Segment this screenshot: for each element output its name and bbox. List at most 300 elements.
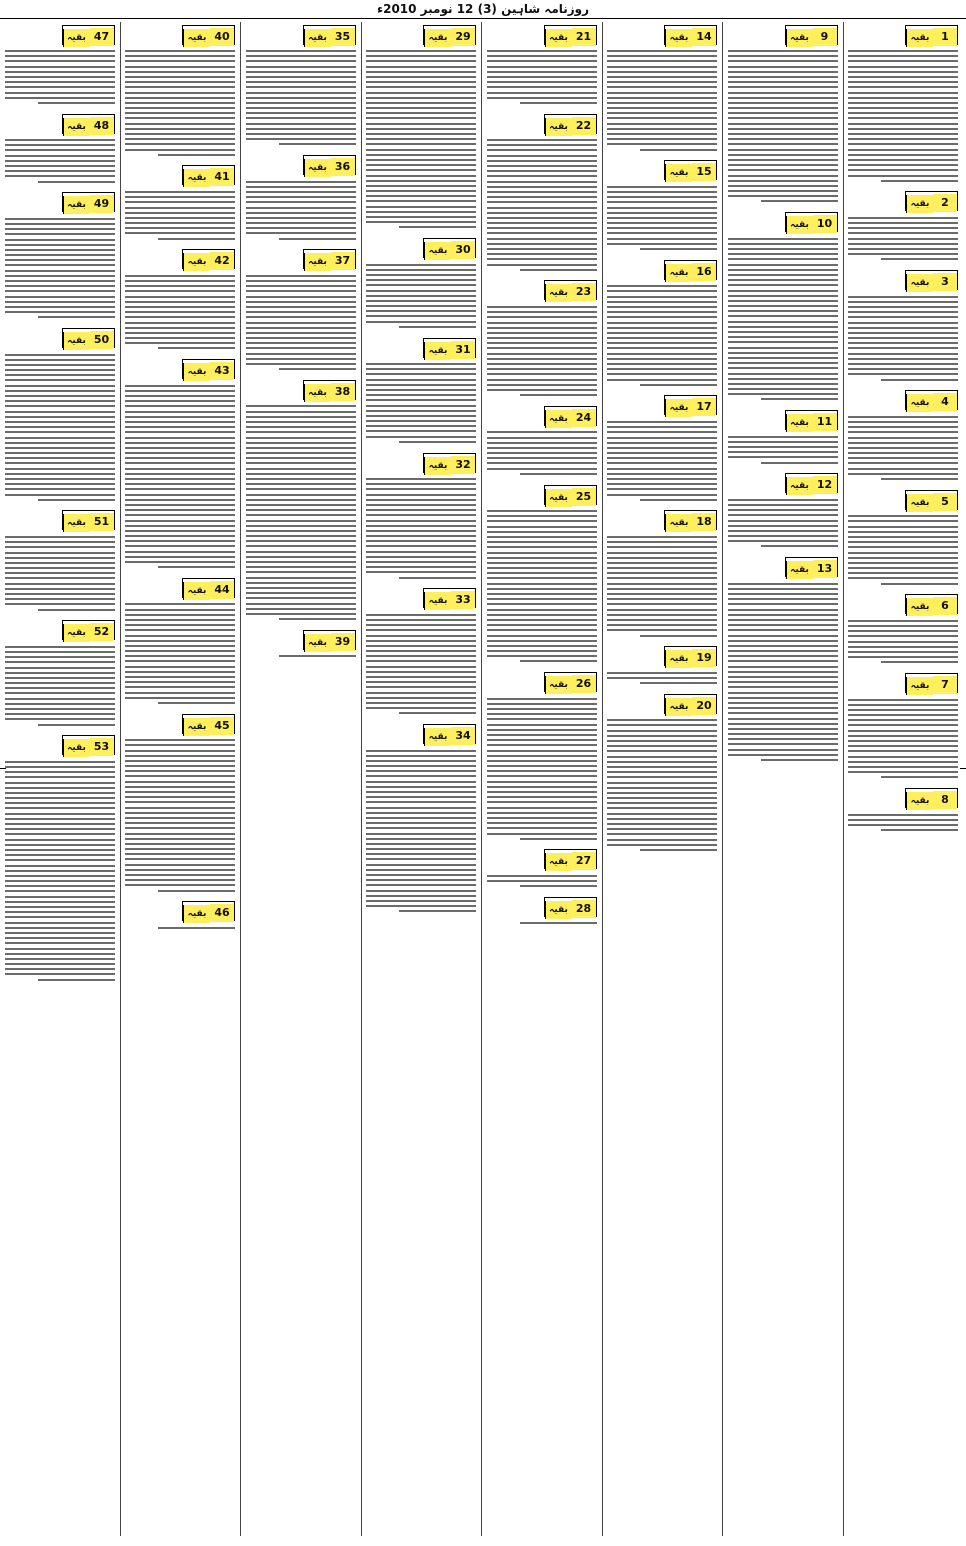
text-line [487, 583, 597, 585]
text-line [246, 582, 356, 584]
text-line [520, 838, 597, 840]
text-line [366, 556, 476, 558]
article-text [487, 507, 597, 666]
text-line [728, 169, 838, 171]
text-line [366, 206, 476, 208]
text-line [366, 363, 476, 365]
text-line [366, 619, 476, 621]
text-line [125, 316, 235, 318]
text-line [246, 478, 356, 480]
text-line [728, 357, 838, 359]
text-line [125, 327, 235, 329]
text-line [246, 102, 356, 104]
text-line [487, 232, 597, 234]
article-text [848, 811, 958, 835]
text-line [487, 373, 597, 375]
text-line [607, 107, 717, 109]
text-line [125, 232, 235, 234]
text-line [125, 874, 235, 876]
text-line [158, 890, 235, 892]
text-line [728, 609, 838, 611]
text-line [366, 138, 476, 140]
article-text [607, 533, 717, 640]
text-line [487, 316, 597, 318]
continuation-label: بقیہ [906, 394, 933, 412]
text-line [487, 645, 597, 647]
text-line [607, 828, 717, 830]
text-line [125, 217, 235, 219]
continuation-label: بقیہ [906, 792, 933, 810]
text-line [5, 932, 115, 934]
column-3 [607, 24, 717, 1534]
continuation-badge [303, 630, 356, 650]
text-line [125, 692, 235, 694]
text-line [487, 614, 597, 616]
text-line [487, 724, 597, 726]
text-line [728, 451, 838, 453]
text-line [487, 801, 597, 803]
text-line [366, 838, 476, 840]
text-line [5, 968, 115, 970]
text-line [848, 363, 958, 365]
text-line [487, 155, 597, 157]
text-line [246, 462, 356, 464]
text-line [607, 133, 717, 135]
text-line [607, 844, 717, 846]
text-line [487, 207, 597, 209]
continuation-badge [905, 788, 958, 808]
text-line [366, 571, 476, 573]
text-line [848, 735, 958, 737]
text-line [728, 180, 838, 182]
text-line [848, 620, 958, 622]
text-line [366, 274, 476, 276]
text-line [487, 66, 597, 68]
text-line [607, 97, 717, 99]
text-line [520, 660, 597, 662]
text-line [607, 212, 717, 214]
text-line [607, 494, 717, 496]
continuation-badge [905, 390, 958, 410]
text-line [125, 138, 235, 140]
text-line [366, 858, 476, 860]
text-line [366, 530, 476, 532]
text-line [125, 869, 235, 871]
text-line [5, 354, 115, 356]
text-line [607, 807, 717, 809]
text-line [125, 504, 235, 506]
continuation-label: بقیہ [63, 332, 90, 350]
text-line [848, 86, 958, 88]
masthead-rule [0, 18, 966, 19]
article-text [125, 736, 235, 895]
text-line [5, 797, 115, 799]
text-line [246, 332, 356, 334]
continuation-block-30 [366, 238, 476, 331]
text-line [5, 792, 115, 794]
text-line [848, 143, 958, 145]
text-line [728, 300, 838, 302]
text-line [5, 583, 115, 585]
text-line [607, 71, 717, 73]
text-line [5, 483, 115, 485]
text-line [607, 730, 717, 732]
text-line [246, 201, 356, 203]
text-line [366, 702, 476, 704]
text-line [848, 138, 958, 140]
text-line [246, 431, 356, 433]
text-line [38, 724, 115, 726]
text-line [607, 629, 717, 631]
text-line [487, 238, 597, 240]
text-line [728, 378, 838, 380]
text-line [607, 123, 717, 125]
continuation-header [848, 191, 958, 211]
text-line [246, 608, 356, 610]
continuation-badge [544, 849, 597, 869]
article-text [487, 695, 597, 843]
continuation-label: بقیہ [906, 29, 933, 47]
text-line [5, 301, 115, 303]
text-line [5, 306, 115, 308]
text-line [366, 436, 476, 438]
text-line [125, 201, 235, 203]
text-line [848, 541, 958, 543]
column-5 [366, 24, 476, 1534]
continuation-label: بقیہ [63, 624, 90, 642]
continuation-label: بقیہ [545, 853, 572, 871]
text-line [125, 212, 235, 214]
article-text [125, 924, 235, 932]
text-line [366, 305, 476, 307]
text-line [366, 425, 476, 427]
text-line [125, 561, 235, 563]
text-line [487, 139, 597, 141]
text-line [728, 253, 838, 255]
text-line [125, 117, 235, 119]
text-line [5, 364, 115, 366]
continuation-block-5 [848, 489, 958, 588]
text-line [848, 342, 958, 344]
text-line [5, 359, 115, 361]
text-line [487, 510, 597, 512]
text-line [728, 86, 838, 88]
text-line [487, 97, 597, 99]
text-line [5, 828, 115, 830]
text-line [640, 635, 717, 637]
text-line [487, 327, 597, 329]
text-line [607, 358, 717, 360]
continuation-number: 17 [692, 398, 716, 416]
text-line [487, 718, 597, 720]
text-line [607, 92, 717, 94]
text-line [246, 426, 356, 428]
continuation-number: 35 [331, 28, 355, 46]
text-line [125, 545, 235, 547]
text-line [5, 405, 115, 407]
text-line [5, 942, 115, 944]
text-line [607, 112, 717, 114]
text-line [366, 796, 476, 798]
text-line [607, 719, 717, 721]
continuation-block-38 [246, 379, 356, 623]
text-line [246, 207, 356, 209]
text-line [366, 300, 476, 302]
text-line [246, 66, 356, 68]
text-line [848, 253, 958, 255]
text-line [366, 504, 476, 506]
continuation-label: بقیہ [63, 196, 90, 214]
text-line [5, 228, 115, 230]
text-line [607, 797, 717, 799]
text-line [5, 442, 115, 444]
text-line [728, 238, 838, 240]
text-line [366, 97, 476, 99]
column-divider [602, 22, 603, 1536]
text-line [366, 535, 476, 537]
continuation-label: بقیہ [786, 216, 813, 234]
text-line [366, 71, 476, 73]
text-line [728, 284, 838, 286]
continuation-header [125, 165, 235, 185]
text-line [366, 640, 476, 642]
continuation-badge [785, 410, 838, 430]
text-line [366, 102, 476, 104]
continuation-block-24 [487, 405, 597, 478]
text-line [5, 369, 115, 371]
continuation-label: بقیہ [304, 159, 331, 177]
text-line [728, 310, 838, 312]
text-line [848, 766, 958, 768]
text-line [848, 771, 958, 773]
text-line [848, 71, 958, 73]
text-line [366, 154, 476, 156]
text-line [728, 128, 838, 130]
text-line [487, 624, 597, 626]
continuation-header [366, 337, 476, 357]
text-line [366, 760, 476, 762]
continuation-block-44 [125, 577, 235, 707]
text-line [125, 629, 235, 631]
text-line [125, 827, 235, 829]
text-line [125, 97, 235, 99]
text-line [246, 571, 356, 573]
text-line [366, 373, 476, 375]
text-line [5, 818, 115, 820]
continuation-header [5, 735, 115, 755]
text-line [5, 218, 115, 220]
text-line [5, 379, 115, 381]
continuation-header [607, 646, 717, 666]
text-line [848, 97, 958, 99]
text-line [487, 750, 597, 752]
continuation-block-2 [848, 191, 958, 264]
text-line [848, 531, 958, 533]
text-line [366, 86, 476, 88]
text-line [125, 468, 235, 470]
continuation-header [246, 24, 356, 44]
continuation-number: 26 [572, 675, 596, 693]
text-line [5, 86, 115, 88]
text-line [848, 301, 958, 303]
text-line [38, 102, 115, 104]
text-line [848, 128, 958, 130]
continuation-label: بقیہ [665, 399, 692, 417]
text-line [848, 107, 958, 109]
text-line [881, 583, 958, 585]
continuation-block-4 [848, 390, 958, 483]
continuation-number: 53 [90, 738, 114, 756]
text-line [246, 540, 356, 542]
text-line [728, 530, 838, 532]
text-line [5, 562, 115, 564]
text-line [728, 107, 838, 109]
text-line [366, 216, 476, 218]
text-line [246, 457, 356, 459]
continuation-label: بقیہ [545, 29, 572, 47]
text-line [125, 603, 235, 605]
text-line [728, 388, 838, 390]
text-line [848, 740, 958, 742]
text-line [607, 483, 717, 485]
text-line [246, 117, 356, 119]
text-line [728, 117, 838, 119]
article-text [728, 235, 838, 404]
text-line [5, 536, 115, 538]
text-line [125, 207, 235, 209]
text-line [848, 50, 958, 52]
text-line [848, 730, 958, 732]
text-line [607, 301, 717, 303]
text-line [366, 410, 476, 412]
continuation-block-32 [366, 452, 476, 582]
text-line [5, 603, 115, 605]
text-line [607, 462, 717, 464]
continuation-block-20 [607, 693, 717, 854]
text-line [366, 384, 476, 386]
text-line [728, 71, 838, 73]
continuation-block-6 [848, 594, 958, 667]
text-line [5, 901, 115, 903]
text-line [848, 248, 958, 250]
text-line [5, 782, 115, 784]
text-line [487, 170, 597, 172]
continuation-header [246, 155, 356, 175]
text-line [728, 723, 838, 725]
text-line [487, 452, 597, 454]
continuation-badge [423, 25, 476, 45]
text-line [487, 765, 597, 767]
text-line [5, 703, 115, 705]
text-line [487, 248, 597, 250]
column-divider [120, 22, 121, 1536]
text-line [5, 865, 115, 867]
text-line [125, 488, 235, 490]
text-line [125, 431, 235, 433]
article-text [848, 47, 958, 185]
text-line [246, 138, 356, 140]
text-line [5, 761, 115, 763]
text-line [728, 175, 838, 177]
continuation-badge [62, 735, 115, 755]
text-line [125, 227, 235, 229]
continuation-header [487, 113, 597, 133]
text-line [848, 76, 958, 78]
continuation-header [848, 390, 958, 410]
text-line [607, 457, 717, 459]
text-line [366, 76, 476, 78]
text-line [366, 884, 476, 886]
text-line [728, 588, 838, 590]
text-line [640, 849, 717, 851]
text-line [728, 362, 838, 364]
continuation-block-35 [246, 24, 356, 149]
text-line [607, 802, 717, 804]
continuation-badge [182, 25, 235, 45]
continuation-badge [905, 490, 958, 510]
continuation-number: 24 [572, 409, 596, 427]
text-line [487, 588, 597, 590]
text-line [487, 598, 597, 600]
text-line [279, 655, 356, 657]
text-line [487, 253, 597, 255]
text-line [246, 405, 356, 407]
text-line [5, 661, 115, 663]
continuation-number: 18 [692, 513, 716, 531]
text-line [728, 743, 838, 745]
text-line [246, 613, 356, 615]
text-line [125, 457, 235, 459]
text-line [607, 186, 717, 188]
text-line [366, 315, 476, 317]
text-line [728, 525, 838, 527]
text-line [125, 822, 235, 824]
text-line [761, 759, 838, 761]
text-line [607, 740, 717, 742]
text-line [246, 504, 356, 506]
text-line [607, 478, 717, 480]
text-line [125, 540, 235, 542]
text-line [728, 112, 838, 114]
text-line [125, 437, 235, 439]
continuation-number: 38 [331, 383, 355, 401]
continuation-label: بقیہ [786, 477, 813, 495]
text-line [5, 708, 115, 710]
text-line [5, 155, 115, 157]
text-line [366, 488, 476, 490]
text-line [728, 326, 838, 328]
text-line [607, 593, 717, 595]
text-line [366, 368, 476, 370]
text-line [366, 812, 476, 814]
text-line [607, 787, 717, 789]
text-line [5, 823, 115, 825]
text-line [125, 858, 235, 860]
text-line [399, 712, 476, 714]
continuation-number: 16 [692, 263, 716, 281]
text-line [607, 327, 717, 329]
text-line [5, 572, 115, 574]
text-line [246, 316, 356, 318]
text-line [366, 264, 476, 266]
continuation-header [125, 359, 235, 379]
continuation-label: بقیہ [183, 718, 210, 736]
continuation-header [607, 510, 717, 530]
text-line [607, 672, 717, 674]
text-line [5, 911, 115, 913]
text-line [640, 682, 717, 684]
text-line [728, 258, 838, 260]
